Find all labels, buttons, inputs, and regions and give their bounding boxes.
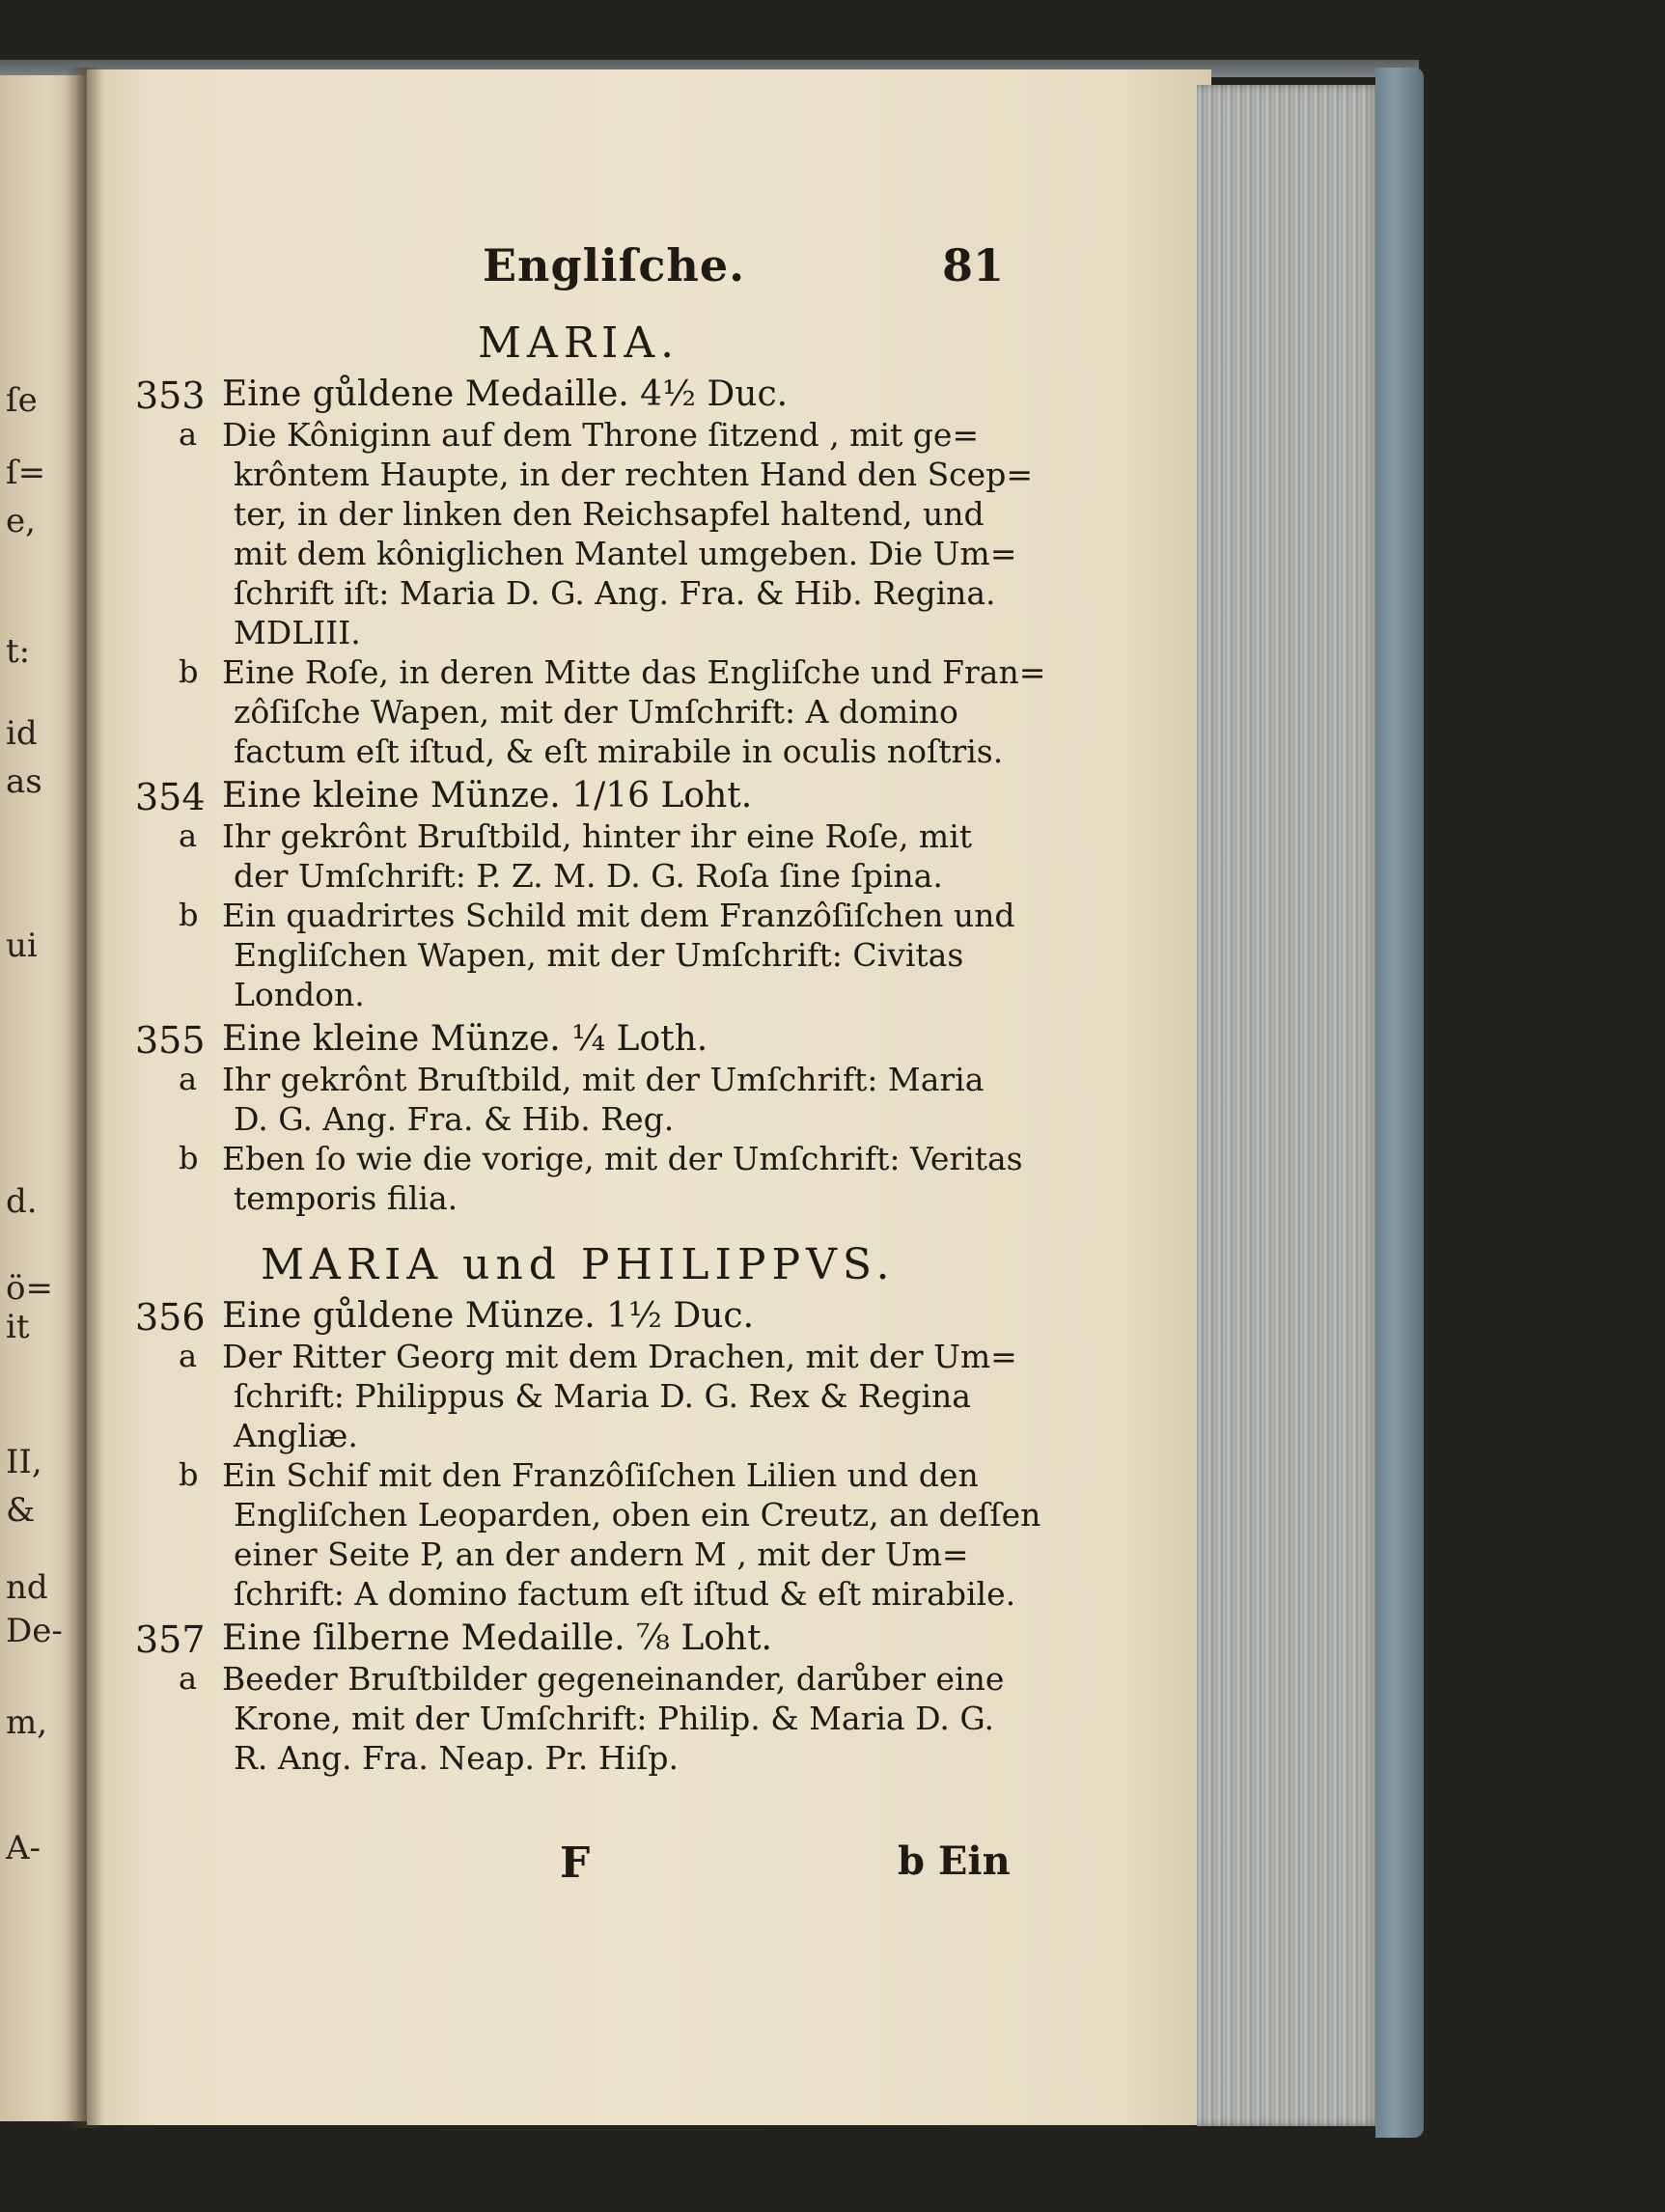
- text-line: Engliſchen Wapen, mit der Umſchrift: Civitas: [234, 936, 964, 974]
- left-margin-fragment: nd: [6, 1568, 48, 1607]
- page-fore-edge: [1197, 85, 1380, 2126]
- entry-number: 356: [135, 1296, 206, 1339]
- running-head-title: Engliſche.: [483, 239, 746, 291]
- text-line: Eine Roſe, in deren Mitte das Engliſche und Fran=: [222, 653, 1046, 691]
- text-line: Krone, mit der Umſchrift: Philip. & Maria D. G.: [234, 1700, 995, 1737]
- text-line: Eben ſo wie die vorige, mit der Umſchrift: Veritas: [222, 1140, 1023, 1177]
- entry-title: Eine gůldene Münze. 1½ Duc.: [222, 1296, 755, 1336]
- item-marker: a: [179, 1660, 198, 1697]
- section-heading: MARIA und PHILIPPVS.: [261, 1240, 896, 1289]
- item-marker: a: [179, 1061, 198, 1097]
- left-margin-fragment: II,: [6, 1443, 42, 1481]
- entry-title: Eine gůldene Medaille. 4½ Duc.: [222, 374, 789, 414]
- text-line: Ein quadrirtes Schild mit dem Franzôſiſchen und: [222, 897, 1015, 934]
- page-number: 81: [941, 239, 1004, 291]
- text-line: der Umſchrift: P. Z. M. D. G. Roſa ſine ſpina.: [234, 857, 943, 895]
- left-margin-fragment: ui: [6, 926, 38, 965]
- text-line: einer Seite P, an der andern M , mit der Um=: [234, 1535, 969, 1573]
- left-margin-fragment: ö=: [6, 1269, 53, 1308]
- left-margin-fragment: ſ=: [6, 454, 46, 492]
- text-line: mit dem kôniglichen Mantel umgeben. Die Um=: [234, 535, 1017, 572]
- book-cover-edge: [1375, 68, 1424, 2138]
- item-marker: b: [179, 897, 199, 933]
- catchword: b Ein: [898, 1839, 1011, 1884]
- item-marker: b: [179, 1140, 199, 1176]
- item-marker: a: [179, 1338, 198, 1374]
- text-line: ter, in der linken den Reichsapfel haltend, und: [234, 495, 985, 533]
- left-margin-fragment: m,: [6, 1703, 48, 1742]
- text-line: Beeder Bruſtbilder gegeneinander, darůber eine: [222, 1660, 1005, 1698]
- entry-title: Eine kleine Münze. 1/16 Loht.: [222, 776, 753, 816]
- entry-number: 355: [135, 1019, 206, 1062]
- entry-title: Eine kleine Münze. ¼ Loth.: [222, 1019, 708, 1059]
- text-line: Engliſchen Leoparden, oben ein Creutz, an deſſen: [234, 1496, 1041, 1534]
- left-margin-fragment: as: [6, 762, 42, 801]
- left-margin-fragment: A-: [6, 1829, 42, 1867]
- text-line: ſchrift: A domino factum eſt iſtud & eſt mirabile.: [234, 1575, 1016, 1613]
- left-margin-fragment: id: [6, 714, 38, 753]
- section-heading: MARIA.: [478, 318, 680, 368]
- text-line: R. Ang. Fra. Neap. Pr. Hiſp.: [234, 1739, 680, 1777]
- text-line: Angliæ.: [234, 1417, 358, 1454]
- text-line: Ein Schif mit den Franzôſiſchen Lilien und den: [222, 1456, 979, 1494]
- text-line: ſchrift iſt: Maria D. G. Ang. Fra. & Hib. Regina.: [234, 574, 996, 612]
- gutter-shadow: [66, 68, 104, 2128]
- entry-number: 357: [135, 1618, 206, 1661]
- left-margin-fragment: e,: [6, 502, 36, 540]
- text-line: Die Kôniginn auf dem Throne ſitzend , mit ge=: [222, 416, 980, 454]
- text-line: Ihr gekrônt Bruſtbild, hinter ihr eine Roſe, mit: [222, 817, 973, 855]
- item-marker: a: [179, 817, 198, 854]
- text-line: zôſiſche Wapen, mit der Umſchrift: A domino: [234, 693, 958, 731]
- text-line: temporis filia.: [234, 1179, 458, 1217]
- left-page-text-fragments: [0, 0, 63, 2212]
- text-line: Ihr gekrônt Bruſtbild, mit der Umſchrift: Maria: [222, 1061, 985, 1098]
- entry-title: Eine ſilberne Medaille. ⅞ Loht.: [222, 1618, 772, 1658]
- signature-mark: F: [560, 1839, 591, 1888]
- item-marker: b: [179, 653, 199, 690]
- left-margin-fragment: it: [6, 1308, 30, 1346]
- left-margin-fragment: d.: [6, 1182, 38, 1221]
- text-line: MDLIII.: [234, 614, 361, 651]
- item-marker: a: [179, 416, 198, 453]
- left-margin-fragment: t:: [6, 632, 31, 671]
- text-line: D. G. Ang. Fra. & Hib. Reg.: [234, 1100, 675, 1138]
- entry-number: 353: [135, 374, 206, 417]
- left-margin-fragment: ſe: [6, 381, 38, 420]
- left-margin-fragment: &: [6, 1491, 36, 1530]
- text-line: London.: [234, 976, 365, 1013]
- text-line: ſchrift: Philippus & Maria D. G. Rex & Regina: [234, 1377, 971, 1415]
- text-line: factum eſt iſtud, & eſt mirabile in oculis noſtris.: [234, 733, 1004, 770]
- left-margin-fragment: De-: [6, 1612, 63, 1650]
- entry-number: 354: [135, 776, 206, 818]
- text-line: krôntem Haupte, in der rechten Hand den Scep=: [234, 456, 1033, 493]
- running-head: [483, 239, 1004, 297]
- item-marker: b: [179, 1456, 199, 1493]
- text-line: Der Ritter Georg mit dem Drachen, mit der Um=: [222, 1338, 1017, 1375]
